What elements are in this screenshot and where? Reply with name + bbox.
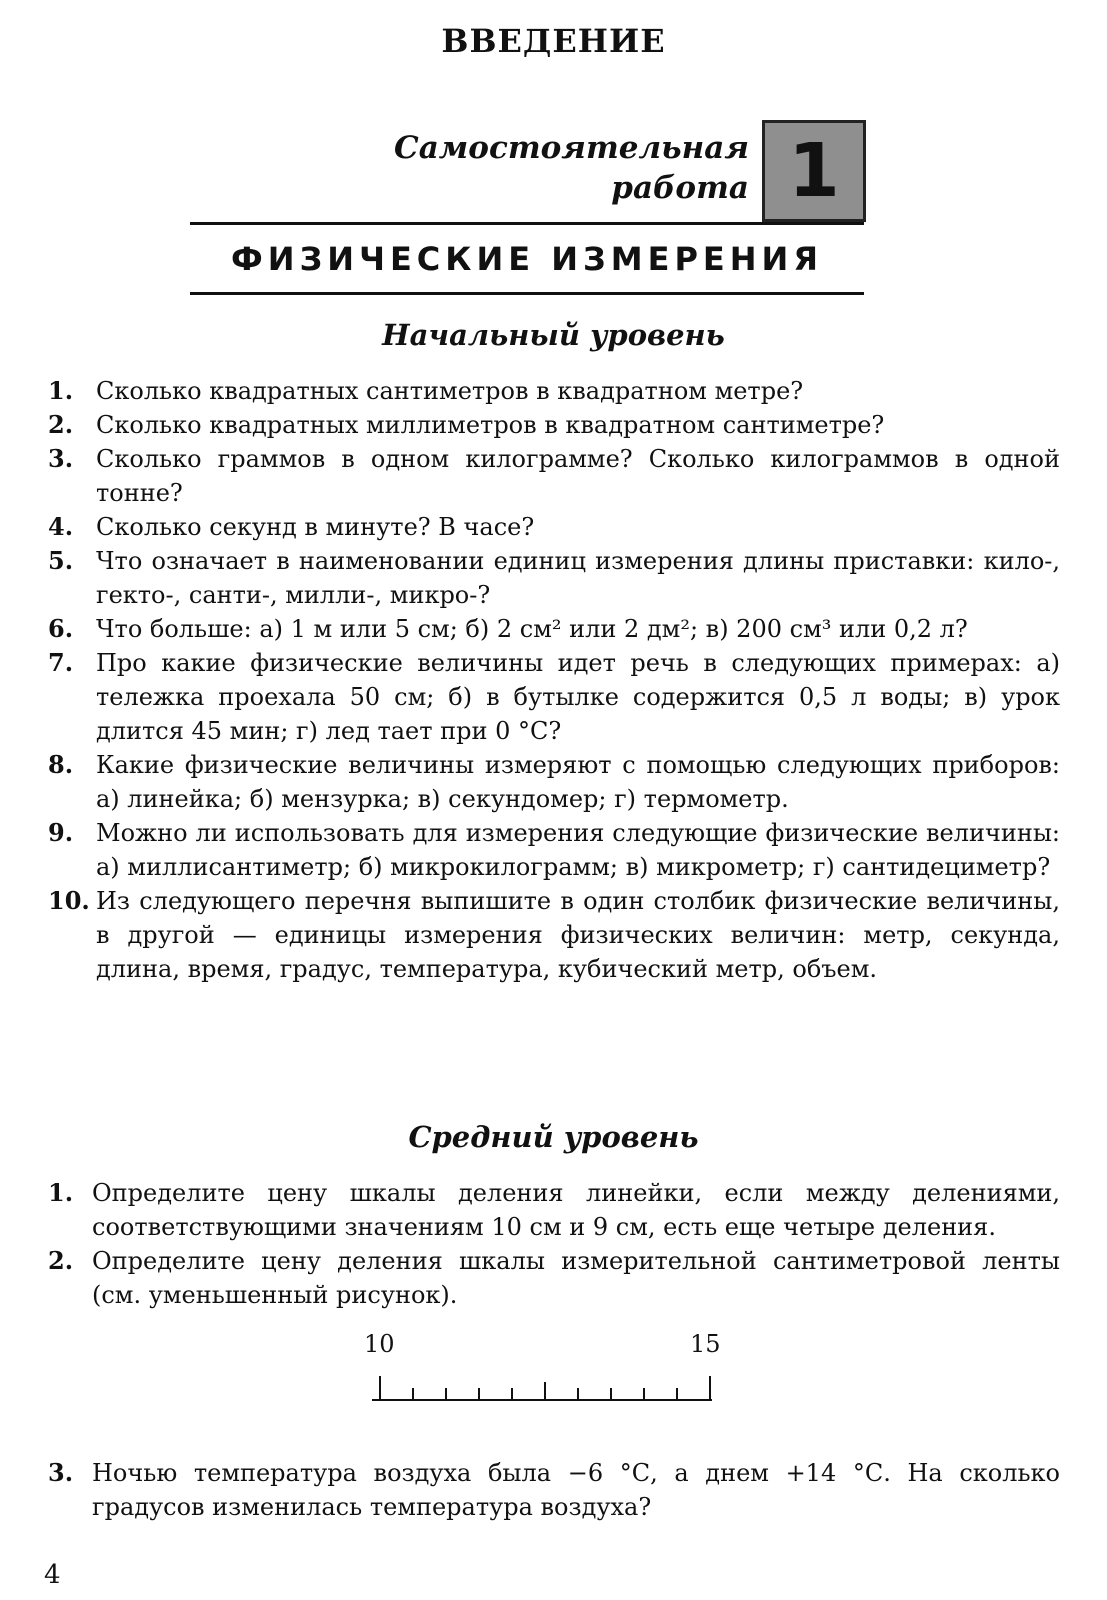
level-middle-heading: Средний уровень bbox=[408, 1120, 699, 1154]
work-label bbox=[394, 128, 749, 208]
question-text: Ночью температура воздуха была −6 °С, а днем +14 °С. На сколько градусов изменилась температура воздуха? bbox=[92, 1459, 1060, 1521]
middle-questions-a bbox=[48, 1176, 1060, 1312]
question-number: 5. bbox=[48, 546, 74, 575]
question-number: 4. bbox=[48, 512, 74, 541]
question-item bbox=[48, 510, 1060, 544]
question-item bbox=[48, 1244, 1060, 1312]
question-item bbox=[48, 544, 1060, 612]
question-number: 3. bbox=[48, 444, 74, 473]
topic-title: ФИЗИЧЕСКИЕ ИЗМЕРЕНИЯ bbox=[231, 240, 823, 278]
question-text: Что больше: а) 1 м или 5 см; б) 2 см² или 2 дм²; в) 200 см³ или 0,2 л? bbox=[96, 615, 968, 643]
work-label-line2: работа bbox=[611, 170, 749, 206]
question-text: Из следующего перечня выпишите в один столбик физические величины, в другой — единицы измерения физических величин: метр, секунда, длина, время, градус, температура, кубический метр, объем. bbox=[96, 887, 1060, 983]
question-number: 1. bbox=[48, 1178, 74, 1207]
scale-label-right: 15 bbox=[690, 1330, 721, 1358]
question-item bbox=[48, 646, 1060, 748]
question-item bbox=[48, 1176, 1060, 1244]
top-rule bbox=[190, 222, 864, 225]
question-number: 2. bbox=[48, 1246, 74, 1275]
question-text: Определите цену деления шкалы измерительной сантиметровой ленты (см. уменьшенный рисунок). bbox=[92, 1247, 1060, 1309]
section-title: ВВЕДЕНИЕ bbox=[441, 22, 666, 60]
question-text: Про какие физические величины идет речь в следующих примерах: а) тележка проехала 50 см; б) в бутылке содержится 0,5 л воды; в) урок длится 45 мин; г) лед тает при 0 °С? bbox=[96, 649, 1060, 745]
question-number: 6. bbox=[48, 614, 74, 643]
work-number-box: 1 bbox=[762, 120, 866, 222]
page-number: 4 bbox=[44, 1560, 61, 1590]
question-number: 3. bbox=[48, 1458, 74, 1487]
question-item bbox=[48, 408, 1060, 442]
question-text: Сколько граммов в одном килограмме? Сколько килограммов в одной тонне? bbox=[96, 445, 1060, 507]
question-item bbox=[48, 884, 1060, 986]
question-item bbox=[48, 748, 1060, 816]
scale-label-left: 10 bbox=[364, 1330, 395, 1358]
bottom-rule bbox=[190, 292, 864, 295]
question-text: Можно ли использовать для измерения следующие физические величины: а) миллисантиметр; б) микрокилограмм; в) микрометр; г) сантидециметр? bbox=[96, 819, 1060, 881]
measuring-tape-figure bbox=[340, 1362, 740, 1412]
level-initial-heading: Начальный уровень bbox=[382, 318, 725, 352]
question-item bbox=[48, 1456, 1060, 1524]
question-text: Сколько квадратных сантиметров в квадратном метре? bbox=[96, 377, 804, 405]
question-text: Какие физические величины измеряют с помощью следующих приборов: а) линейка; б) мензурка; в) секундомер; г) термометр. bbox=[96, 751, 1060, 813]
question-number: 7. bbox=[48, 648, 74, 677]
question-text: Сколько секунд в минуте? В часе? bbox=[96, 513, 535, 541]
question-text: Что означает в наименовании единиц измерения длины приставки: кило-, гекто-, санти-, милли-, микро-? bbox=[96, 547, 1060, 609]
initial-questions bbox=[48, 374, 1060, 986]
question-number: 9. bbox=[48, 818, 74, 847]
question-number: 2. bbox=[48, 410, 74, 439]
question-text: Сколько квадратных миллиметров в квадратном сантиметре? bbox=[96, 411, 885, 439]
question-item bbox=[48, 816, 1060, 884]
work-label-line1: Самостоятельная bbox=[394, 130, 749, 166]
question-text: Определите цену шкалы деления линейки, если между делениями, соответствующими значениям 10 см и 9 см, есть еще четыре деления. bbox=[92, 1179, 1060, 1241]
question-number: 10. bbox=[48, 886, 90, 915]
question-item bbox=[48, 442, 1060, 510]
question-item bbox=[48, 612, 1060, 646]
question-number: 1. bbox=[48, 376, 74, 405]
question-number: 8. bbox=[48, 750, 74, 779]
middle-questions-b bbox=[48, 1456, 1060, 1524]
question-item bbox=[48, 374, 1060, 408]
